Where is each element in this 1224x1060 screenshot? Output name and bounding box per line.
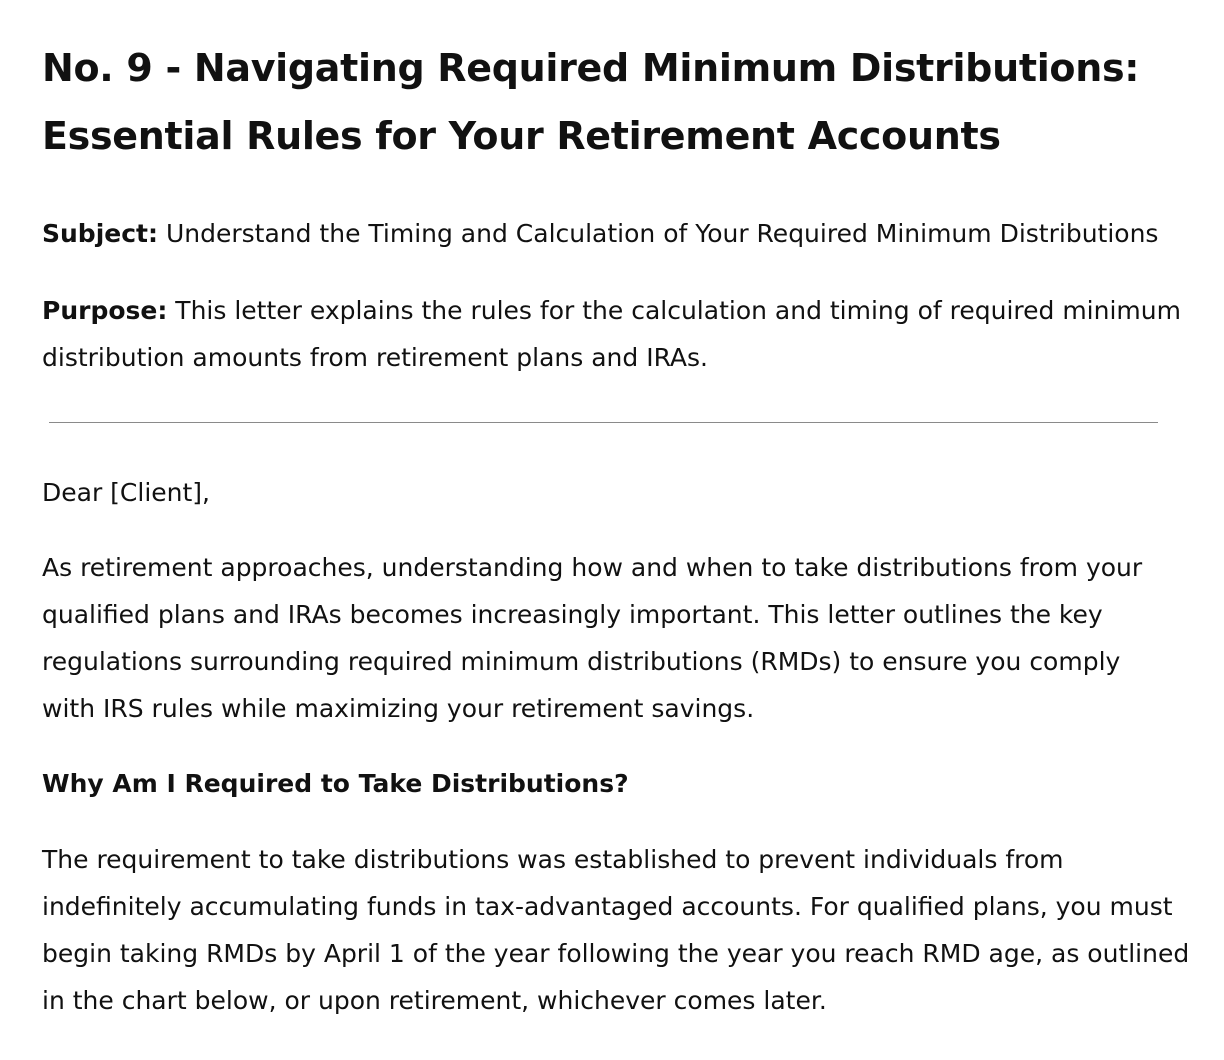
section-paragraph-line: in the chart below, or upon retirement, whichever comes later. xyxy=(42,986,827,1015)
subject-line xyxy=(42,210,1184,257)
intro-paragraph-line: As retirement approaches, understanding how and when to take distributions from your xyxy=(42,553,1143,582)
subject-label: Subject: xyxy=(42,219,158,248)
section-paragraph-line: indefinitely accumulating funds in tax-advantaged accounts. For qualified plans, you must xyxy=(42,892,1173,921)
intro-paragraph-line: with IRS rules while maximizing your retirement savings. xyxy=(42,694,755,723)
intro-paragraph-line: regulations surrounding required minimum distributions (RMDs) to ensure you comply xyxy=(42,647,1121,676)
section-paragraph-line: The requirement to take distributions was established to prevent individuals from xyxy=(42,845,1064,874)
purpose-text-line-2: distribution amounts from retirement plans and IRAs. xyxy=(42,343,709,372)
section-paragraph-line: begin taking RMDs by April 1 of the year following the year you reach RMD age, as outlined xyxy=(42,939,1190,968)
intro-paragraph-line: qualified plans and IRAs becomes increasingly important. This letter outlines the key xyxy=(42,600,1103,629)
title-line-1: No. 9 - Navigating Required Minimum Distributions: xyxy=(42,46,1140,90)
purpose-block xyxy=(42,287,1184,381)
document-title xyxy=(42,34,1184,170)
section-paragraph xyxy=(42,836,1190,1024)
purpose-label: Purpose: xyxy=(42,296,168,325)
title-line-2: Essential Rules for Your Retirement Accounts xyxy=(42,114,1001,158)
salutation: Dear [Client], xyxy=(42,478,211,507)
subject-text: Understand the Timing and Calculation of Your Required Minimum Distributions xyxy=(158,219,1159,248)
purpose-text-line-1: This letter explains the rules for the calculation and timing of required minimum xyxy=(167,296,1181,325)
intro-paragraph xyxy=(42,544,1182,732)
horizontal-divider xyxy=(49,422,1158,423)
section-heading: Why Am I Required to Take Distributions? xyxy=(42,769,629,798)
